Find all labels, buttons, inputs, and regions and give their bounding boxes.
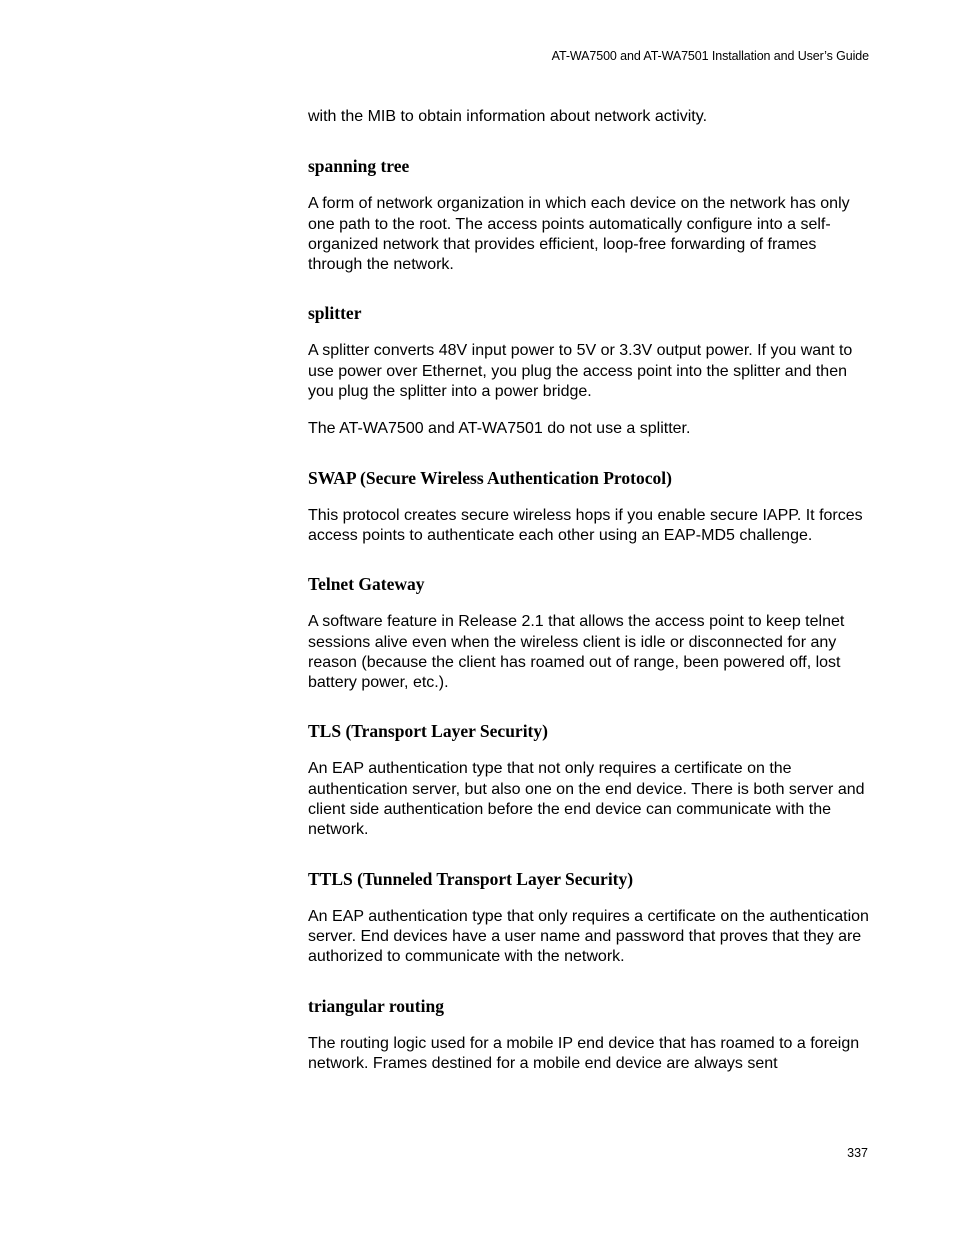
glossary-term: TLS (Transport Layer Security) — [308, 721, 548, 742]
glossary-entry-triangular-routing — [308, 995, 870, 1075]
glossary-term: TTLS (Tunneled Transport Layer Security) — [308, 868, 634, 889]
glossary-definition: A splitter converts 48V input power to 5V or 3.3V output power. If you want to use power over Ethernet, you plug the access point into the splitter and then you plug the splitter into a power bridge. — [308, 342, 853, 401]
glossary-entry-swap — [308, 467, 870, 547]
glossary-entry-splitter — [308, 302, 870, 439]
glossary-content — [308, 107, 870, 1074]
glossary-definition: This protocol creates secure wireless hops if you enable secure IAPP. It forces access points to authenticate each other using an EAP-MD5 challenge. — [308, 506, 863, 544]
glossary-term: spanning tree — [308, 156, 410, 177]
page-number: 337 — [847, 1146, 868, 1160]
glossary-definition: A software feature in Release 2.1 that allows the access point to keep telnet sessions alive even when the wireless client is idle or disconnected for any reason (because the client has roamed out of range, been powered off, lost battery power, etc.). — [308, 613, 845, 692]
running-header: AT-WA7500 and AT-WA7501 Installation and User’s Guide — [551, 49, 869, 63]
glossary-definition: A form of network organization in which each device on the network has only one path to the root. The access points automatically configure into a self-organized network that provides efficient, loop-free forwarding of frames through the network. — [308, 195, 850, 274]
glossary-definition: An EAP authentication type that not only requires a certificate on the authentication server, but also one on the end device. There is both server and client side authentication before the end device can communicate with the network. — [308, 760, 865, 839]
glossary-entry-tls — [308, 720, 870, 840]
glossary-term: triangular routing — [308, 995, 444, 1016]
glossary-definition: The routing logic used for a mobile IP end device that has roamed to a foreign network. Frames destined for a mobile end device are always sent — [308, 1034, 860, 1072]
glossary-entry-telnet-gateway — [308, 573, 870, 693]
glossary-definition: The AT-WA7500 and AT-WA7501 do not use a splitter. — [308, 420, 691, 438]
glossary-entry-spanning-tree — [308, 155, 870, 275]
continued-paragraph: with the MIB to obtain information about network activity. — [308, 108, 708, 125]
glossary-term: splitter — [308, 303, 362, 324]
glossary-definition: An EAP authentication type that only requires a certificate on the authentication server. End devices have a user name and password that proves that they are authorized to communicate with the network. — [308, 907, 869, 966]
glossary-entry-ttls — [308, 868, 870, 968]
glossary-term: Telnet Gateway — [308, 574, 425, 595]
glossary-term: SWAP (Secure Wireless Authentication Protocol) — [308, 467, 672, 488]
